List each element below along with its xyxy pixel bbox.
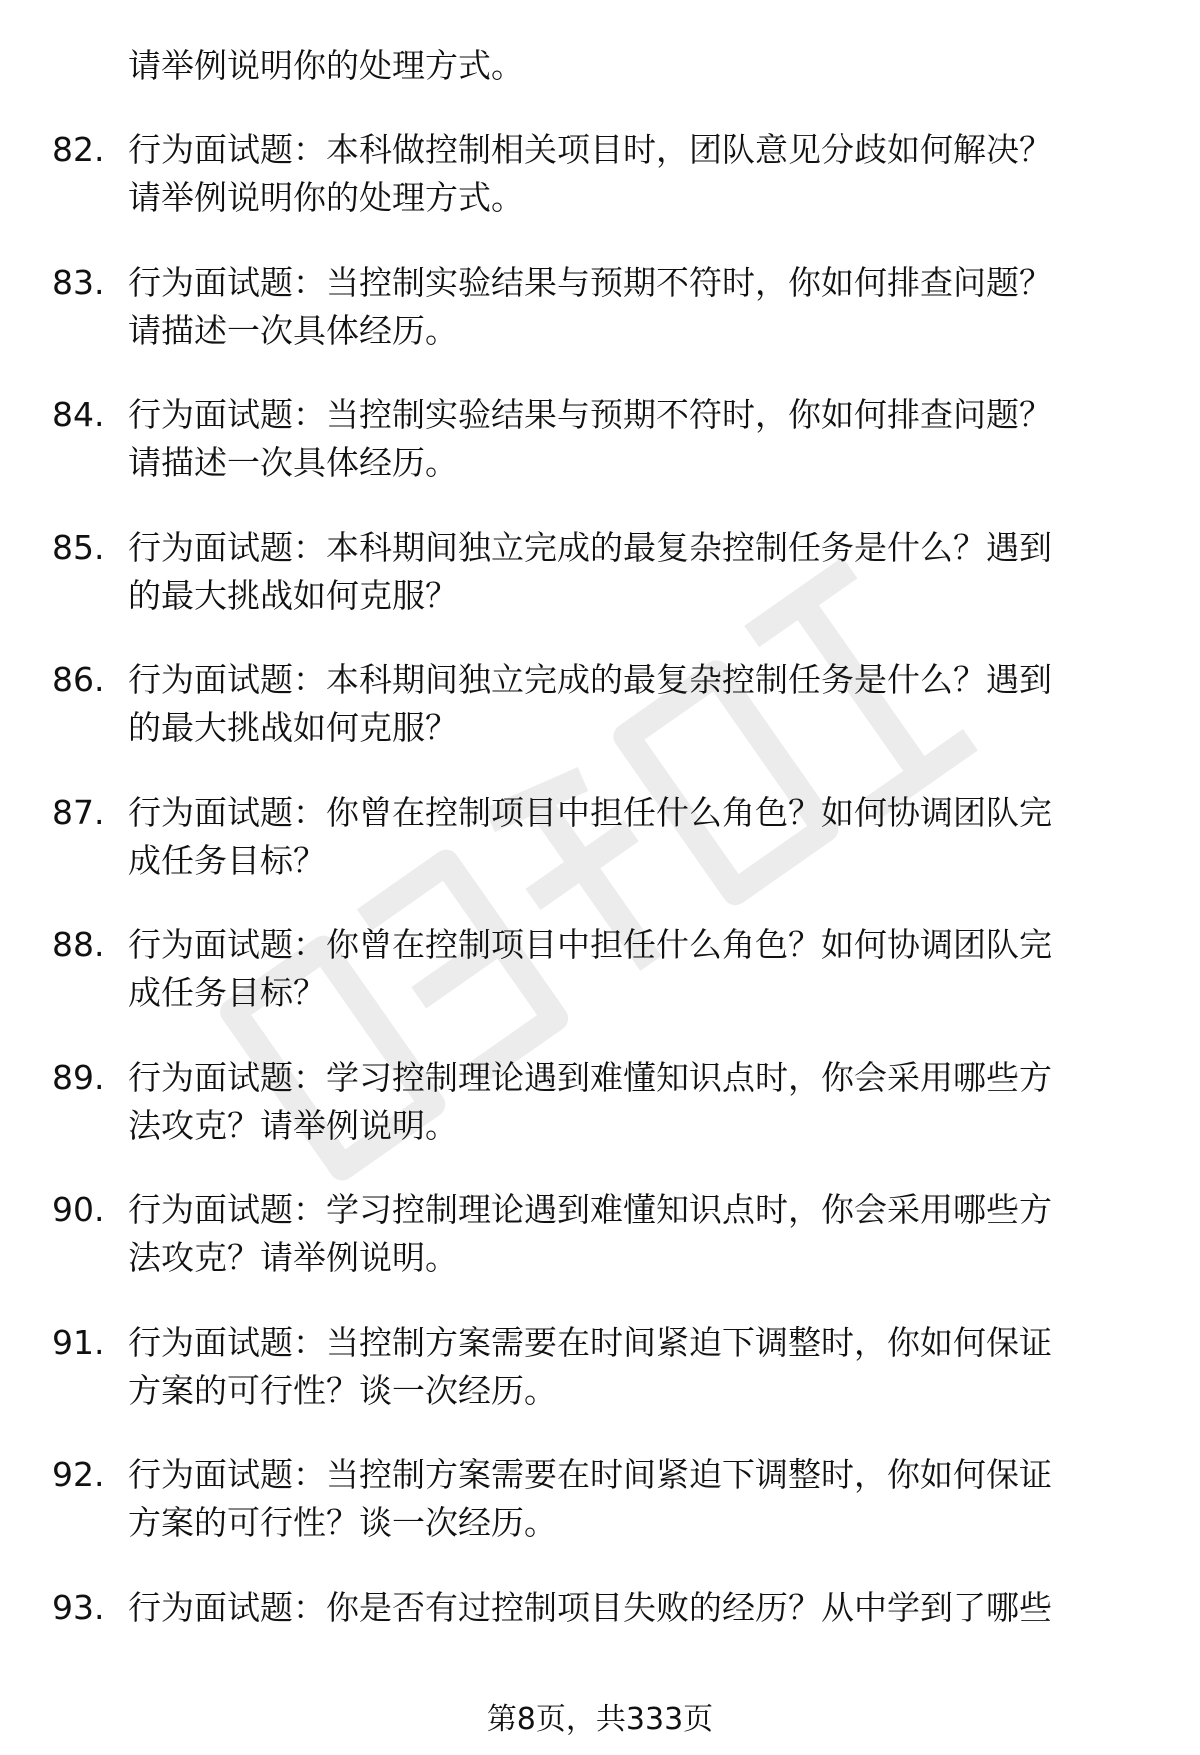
item-line-1: 行为面试题：你曾在控制项目中担任什么角色？如何协调团队完: [128, 792, 1052, 832]
page-footer: 第8页，共333页: [486, 1702, 714, 1737]
item-line-1: 行为面试题：本科期间独立完成的最复杂控制任务是什么？遇到: [128, 660, 1052, 699]
item-line-2: 请描述一次具体经历。: [128, 443, 458, 482]
item-number: 88.: [52, 925, 105, 964]
list-item: [0, 259, 1200, 392]
item-line-2: 请举例说明你的处理方式。: [128, 178, 524, 217]
item-line-1: 行为面试题：当控制实验结果与预期不符时，你如何排查问题？: [128, 395, 1052, 434]
item-line-2: 成任务目标？: [128, 840, 326, 880]
list-item: [0, 391, 1200, 524]
item-number: 89.: [52, 1057, 105, 1097]
item-number: 91.: [52, 1322, 105, 1362]
item-line-1: 行为面试题：当控制方案需要在时间紧迫下调整时，你如何保证: [128, 1322, 1052, 1362]
item-line-2: 方案的可行性？谈一次经历。: [128, 1370, 557, 1410]
item-line-2: 方案的可行性？谈一次经历。: [128, 1503, 557, 1542]
item-line-1: 行为面试题：当控制方案需要在时间紧迫下调整时，你如何保证: [128, 1455, 1052, 1494]
item-line-2: 请描述一次具体经历。: [128, 310, 458, 350]
list-item: [0, 1584, 1200, 1717]
item-number: 86.: [52, 660, 105, 699]
item-line-2: 法攻克？请举例说明。: [128, 1238, 458, 1277]
item-number: 93.: [52, 1587, 105, 1627]
item-number: 83.: [52, 262, 105, 302]
item-line-1: 行为面试题：本科做控制相关项目时，团队意见分歧如何解决？: [128, 130, 1052, 169]
list-item: [0, 1054, 1200, 1187]
list-item: [0, 524, 1200, 657]
item-line-2: 法攻克？请举例说明。: [128, 1105, 458, 1145]
item-number: 84.: [52, 395, 105, 434]
list-item: [0, 921, 1200, 1054]
list-item: [0, 656, 1200, 789]
item-number: 85.: [52, 527, 105, 567]
item-line-1: 行为面试题：你曾在控制项目中担任什么角色？如何协调团队完: [128, 925, 1052, 964]
list-item: [0, 126, 1200, 259]
item-line-1: 行为面试题：当控制实验结果与预期不符时，你如何排查问题？: [128, 262, 1052, 302]
item-number: 82.: [52, 130, 105, 169]
list-item: [0, 1319, 1200, 1452]
item-line-1: 行为面试题：学习控制理论遇到难懂知识点时，你会采用哪些方: [128, 1057, 1052, 1097]
item-line-1: 行为面试题：本科期间独立完成的最复杂控制任务是什么？遇到: [128, 527, 1052, 567]
item-number: 92.: [52, 1455, 105, 1494]
item-line-1: 行为面试题：你是否有过控制项目失败的经历？从中学到了哪些: [128, 1587, 1052, 1627]
item-line-2: 成任务目标？: [128, 973, 326, 1012]
question-list: [0, 126, 1200, 1716]
list-item: [0, 789, 1200, 922]
item-number: 90.: [52, 1190, 105, 1229]
item-number: 87.: [52, 792, 105, 832]
list-item: [0, 1451, 1200, 1584]
list-item: [0, 1186, 1200, 1319]
continuation-line: 请举例说明你的处理方式。: [128, 46, 524, 85]
item-line-1: 行为面试题：学习控制理论遇到难懂知识点时，你会采用哪些方: [128, 1190, 1052, 1229]
item-line-2: 的最大挑战如何克服？: [128, 708, 458, 747]
item-line-2: 的最大挑战如何克服？: [128, 575, 458, 615]
